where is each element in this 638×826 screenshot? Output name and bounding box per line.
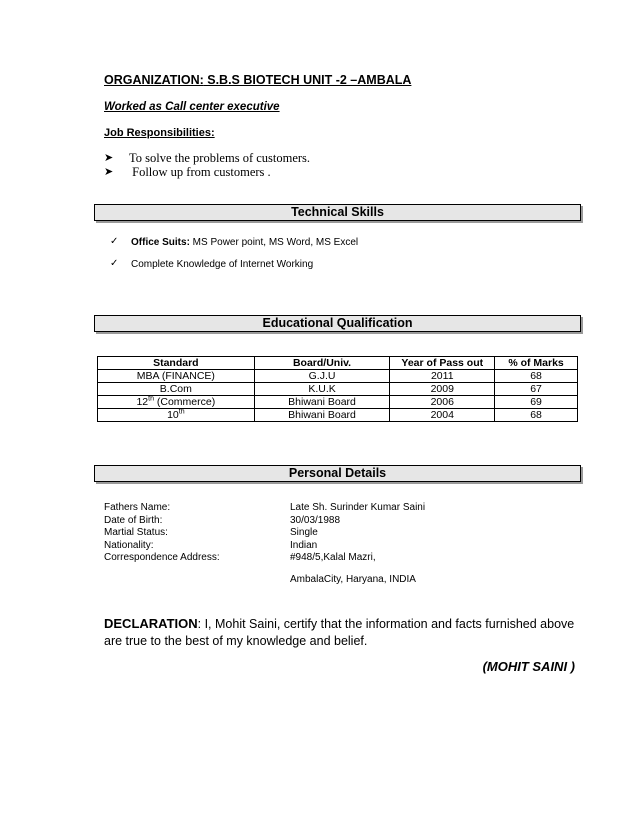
column-header: Year of Pass out [390, 357, 495, 370]
checkmark-icon: ✓ [110, 236, 119, 247]
checkmark-icon: ✓ [110, 258, 119, 269]
marks-cell: 67 [495, 383, 578, 396]
signature-name: (MOHIT SAINI ) [482, 659, 575, 674]
detail-value: Single [290, 527, 318, 538]
job-role: Worked as Call center executive [104, 101, 280, 113]
detail-label: Fathers Name: [104, 502, 171, 513]
education-table [97, 356, 578, 422]
education-header [94, 315, 581, 332]
detail-value: Indian [290, 539, 318, 551]
year-cell: 2009 [390, 383, 495, 396]
table-row [98, 396, 578, 409]
board-cell: Bhiwani Board [254, 409, 390, 422]
organization-label: ORGANIZATION: [104, 73, 204, 87]
section-title: Personal Details [288, 466, 387, 480]
standard-cell: 12th (Commerce) [98, 396, 255, 409]
technical-skills-header [94, 204, 581, 221]
section-title: Educational Qualification [262, 316, 413, 330]
skill-text: Complete Knowledge of Internet Working [131, 259, 314, 270]
declaration-heading: DECLARATION [104, 616, 198, 631]
marks-cell: 69 [495, 396, 578, 409]
column-header: Standard [98, 357, 255, 370]
board-cell: G.J.U [254, 370, 390, 383]
declaration-text: : I, Mohit Saini, certify that the information and facts furnished above are true to the best of my knowledge and belief. [104, 617, 575, 648]
table-row [98, 409, 578, 422]
address-line-2: AmbalaCity, Haryana, INDIA [290, 573, 416, 585]
year-cell: 2011 [390, 370, 495, 383]
skill-text: MS Power point, MS Word, MS Excel [189, 237, 359, 248]
responsibility-text: Follow up from customers . [129, 165, 271, 179]
declaration [104, 615, 594, 650]
arrow-bullet-icon: ➤ [104, 152, 114, 164]
table-header-row [98, 357, 578, 370]
standard-cell: 10th [98, 409, 255, 422]
detail-value: #948/5,Kalal Mazri, [290, 552, 376, 563]
standard-cell: MBA (FINANCE) [98, 370, 255, 383]
detail-label: Martial Status: [104, 527, 168, 538]
column-header: Board/Univ. [254, 357, 390, 370]
arrow-bullet-icon: ➤ [104, 166, 114, 178]
job-responsibilities-heading: Job Responsibilities: [104, 127, 215, 139]
marks-cell: 68 [495, 409, 578, 422]
board-cell: Bhiwani Board [254, 396, 390, 409]
section-title: Technical Skills [291, 205, 384, 219]
marks-cell: 68 [495, 370, 578, 383]
personal-details-header [94, 465, 581, 482]
detail-label: Date of Birth: [104, 514, 163, 526]
board-cell: K.U.K [254, 383, 390, 396]
organization-name: S.B.S BIOTECH UNIT -2 –AMBALA [203, 73, 412, 87]
table-row [98, 383, 578, 396]
organization-line [104, 73, 411, 87]
column-header: % of Marks [495, 357, 578, 370]
detail-value: Late Sh. Surinder Kumar Saini [290, 502, 426, 513]
detail-label: Correspondence Address: [104, 552, 220, 563]
detail-label: Nationality: [104, 539, 154, 551]
year-cell: 2006 [390, 396, 495, 409]
standard-cell: B.Com [98, 383, 255, 396]
responsibility-text: To solve the problems of customers. [129, 151, 311, 165]
table-row [98, 370, 578, 383]
detail-value: 30/03/1988 [290, 514, 341, 526]
skill-bold-label: Office Suits: [131, 237, 190, 248]
year-cell: 2004 [390, 409, 495, 422]
